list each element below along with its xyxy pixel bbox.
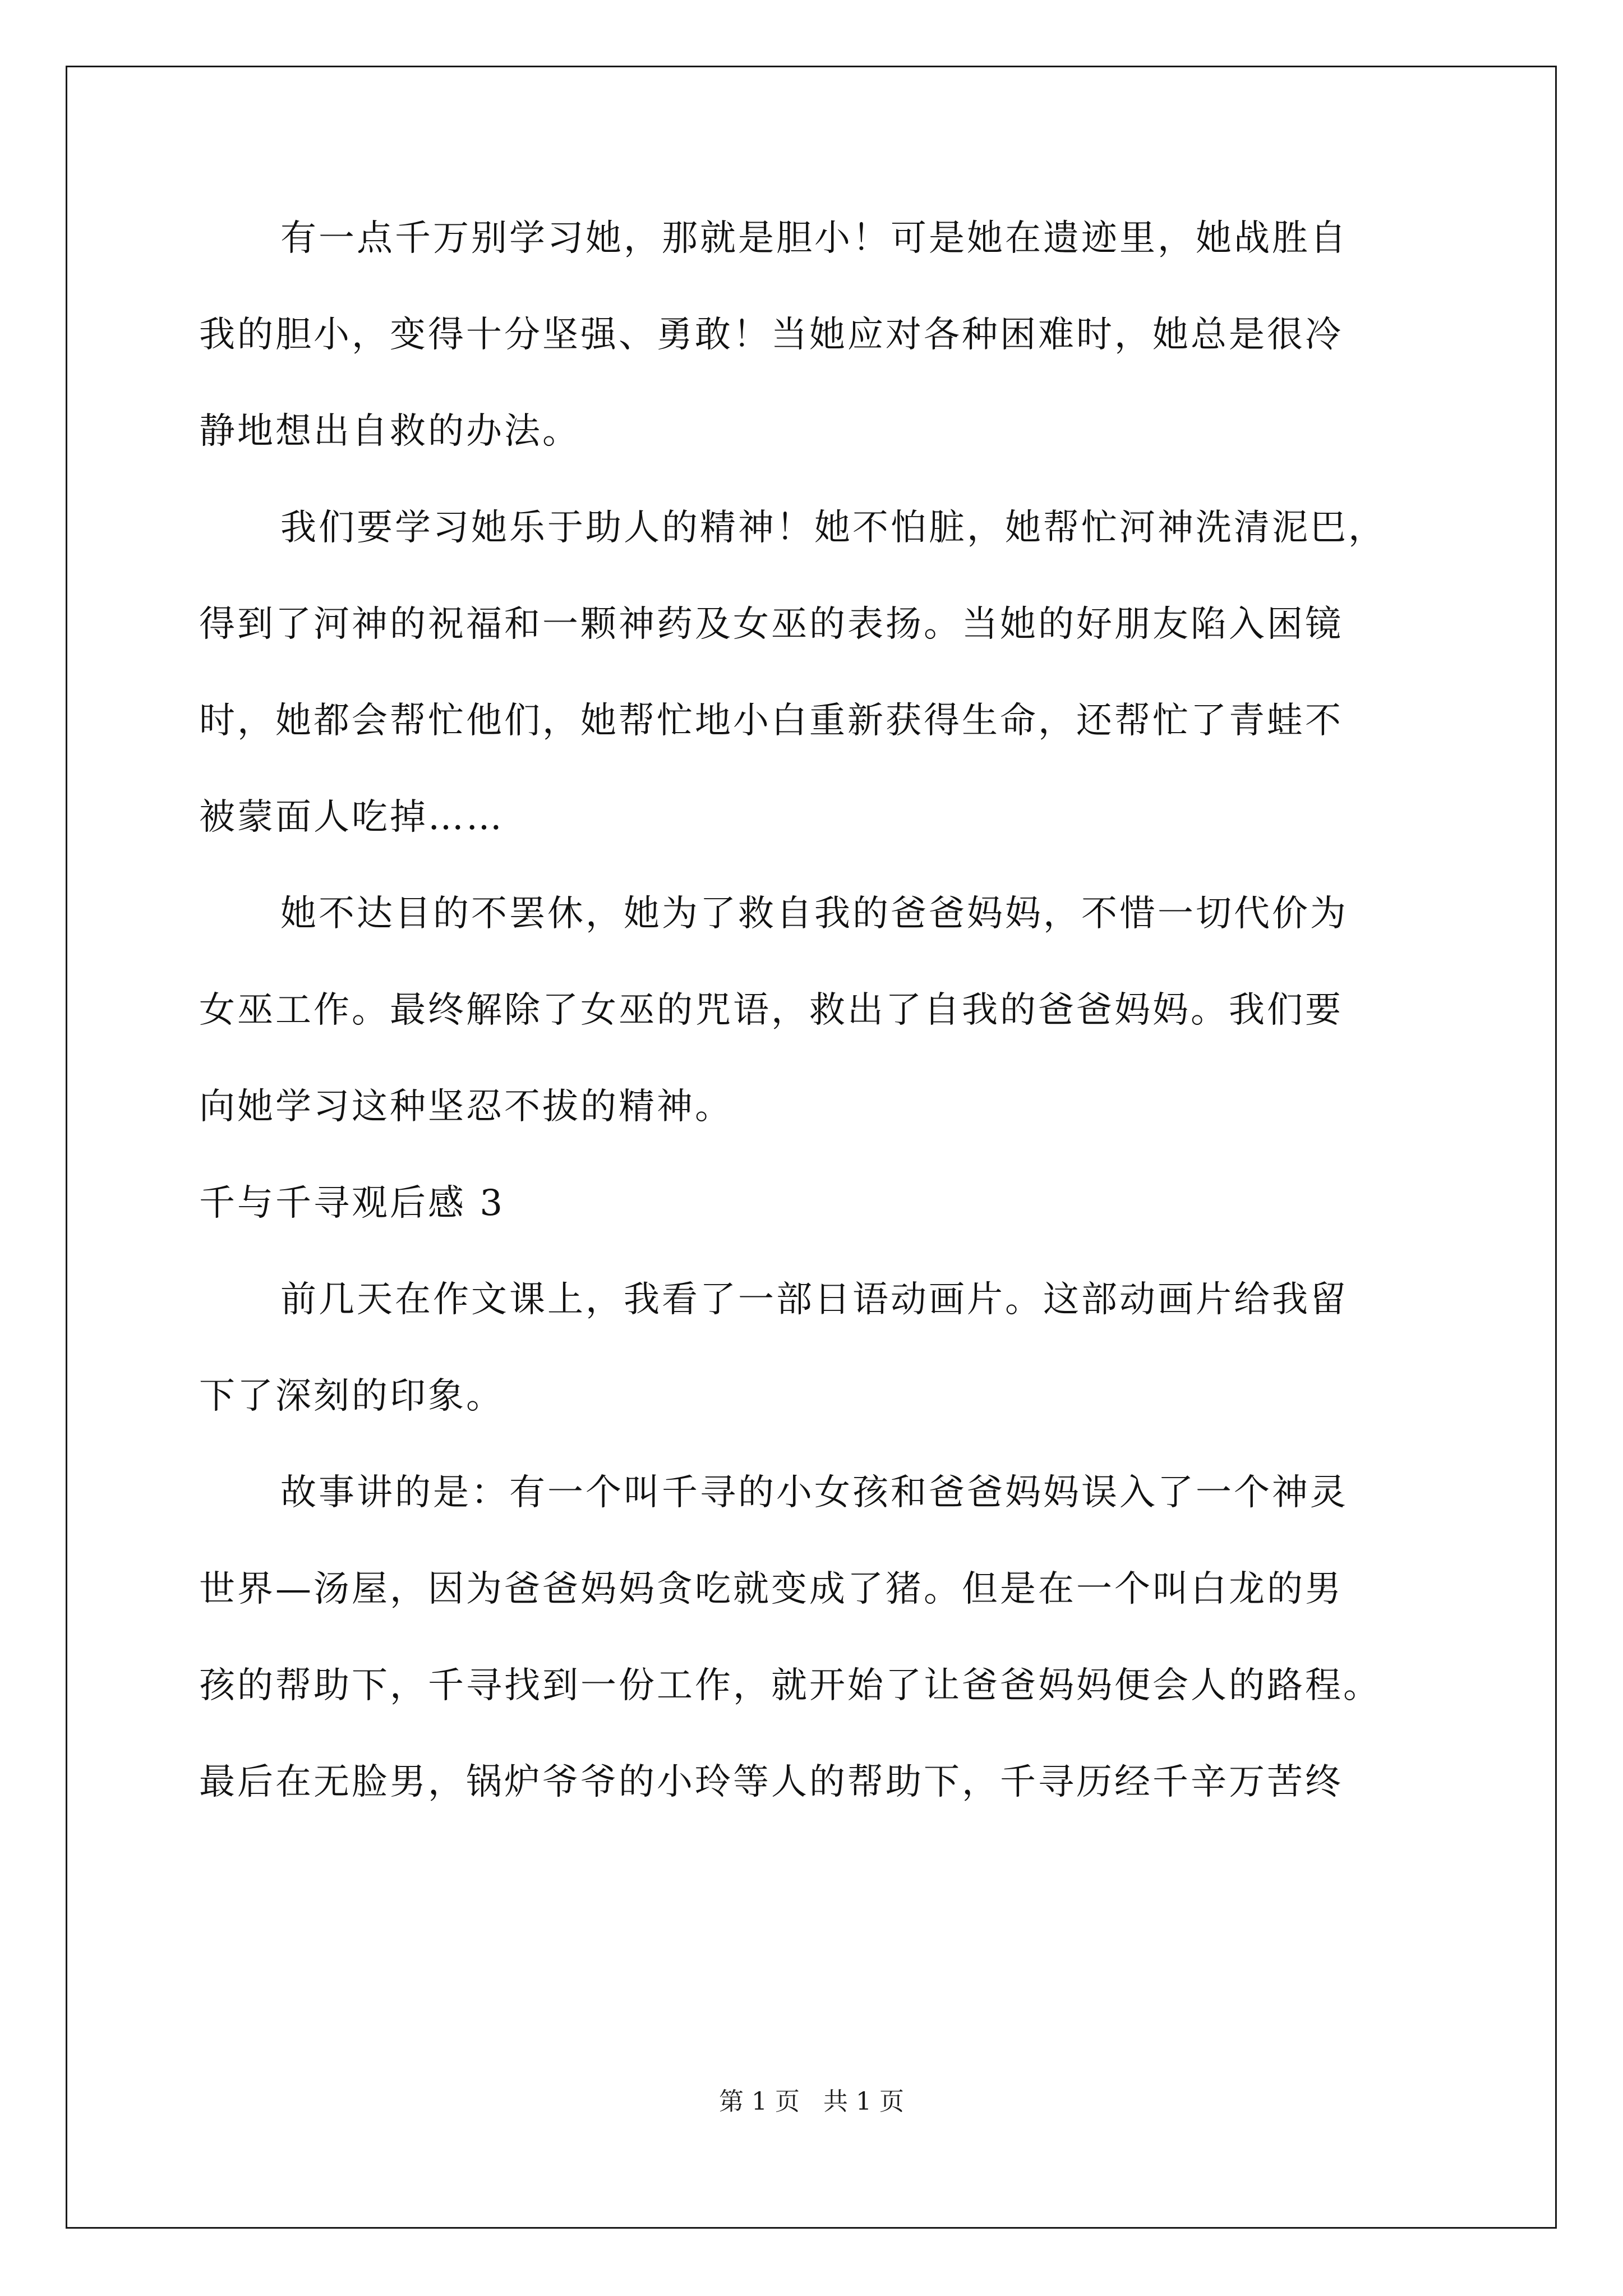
paragraph-line: 前几天在作文课上，我看了一部日语动画片。这部动画片给我留 <box>280 1279 1348 1320</box>
section-heading: 千与千寻观后感 3 <box>199 1182 505 1224</box>
paragraph-line: 时，她都会帮忙他们，她帮忙地小白重新获得生命，还帮忙了青蛙不 <box>199 700 1343 742</box>
paragraph-line: 向她学习这种坚忍不拔的精神。 <box>199 1086 733 1128</box>
paragraph-line: 被蒙面人吃掉…… <box>199 797 504 838</box>
paragraph-line: 故事讲的是：有一个叫千寻的小女孩和爸爸妈妈误入了一个神灵 <box>280 1472 1348 1513</box>
paragraph-line: 孩的帮助下，千寻找到一份工作，就开始了让爸爸妈妈便会人的路程。 <box>199 1665 1381 1706</box>
paragraph-line: 世界—汤屋，因为爸爸妈妈贪吃就变成了猪。但是在一个叫白龙的男 <box>199 1568 1343 1610</box>
paragraph-line: 最后在无脸男，锅炉爷爷的小玲等人的帮助下，千寻历经千辛万苦终 <box>199 1761 1343 1803</box>
paragraph-line: 我的胆小，变得十分坚强、勇敢！当她应对各种困难时，她总是很冷 <box>199 314 1343 356</box>
paragraph-line: 她不达目的不罢休，她为了救自我的爸爸妈妈，不惜一切代价为 <box>280 893 1348 935</box>
paragraph-line: 得到了河神的祝福和一颗神药及女巫的表扬。当她的好朋友陷入困镜 <box>199 604 1343 645</box>
paragraph-line: 女巫工作。最终解除了女巫的咒语，救出了自我的爸爸妈妈。我们要 <box>199 990 1343 1031</box>
paragraph-line: 有一点千万别学习她，那就是胆小！可是她在遗迹里，她战胜自 <box>280 218 1348 259</box>
page-border <box>66 66 1557 2229</box>
paragraph-line: 我们要学习她乐于助人的精神！她不怕脏，她帮忙河神洗清泥巴， <box>280 507 1386 549</box>
page-footer: 第 1 页 共 1 页 <box>719 2087 904 2116</box>
paragraph-line: 下了深刻的印象。 <box>199 1375 504 1417</box>
paragraph-line: 静地想出自救的办法。 <box>199 411 580 452</box>
